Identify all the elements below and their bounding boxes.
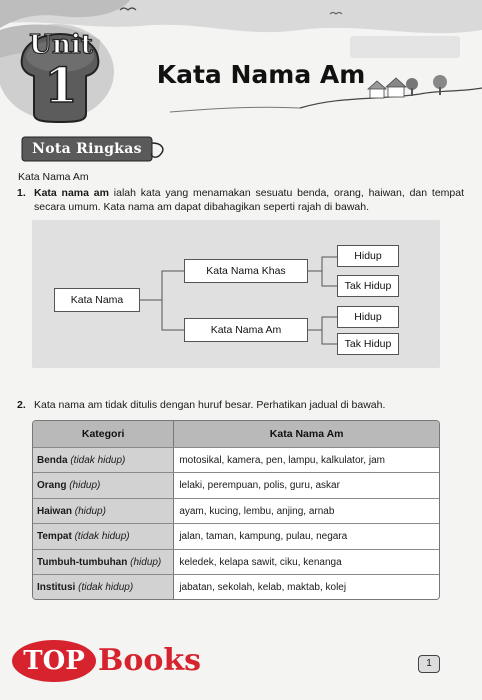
node-am-hidup: Hidup bbox=[337, 306, 399, 328]
noun-table bbox=[32, 420, 440, 600]
paragraph-number: 2. bbox=[17, 399, 26, 411]
category-cell bbox=[33, 499, 174, 523]
classification-diagram bbox=[32, 220, 440, 368]
category-cell bbox=[33, 448, 174, 472]
category-name: Tumbuh-tumbuhan bbox=[37, 556, 128, 568]
category-name: Institusi bbox=[37, 581, 76, 593]
header-kata-nama-am: Kata Nama Am bbox=[269, 428, 344, 440]
table-row bbox=[33, 523, 439, 548]
category-name: Benda bbox=[37, 455, 68, 466]
paragraph-2: Kata nama am tidak ditulis dengan huruf besar. Perhatikan jadual di bawah. bbox=[34, 399, 386, 411]
examples-cell: jalan, taman, kampung, pulau, negara bbox=[174, 524, 439, 548]
category-cell bbox=[33, 473, 174, 497]
table-row bbox=[33, 472, 439, 497]
section-heading: Kata Nama Am bbox=[18, 171, 89, 183]
node-khas-tak-hidup: Tak Hidup bbox=[337, 275, 399, 297]
chapter-header bbox=[0, 0, 482, 128]
table-row bbox=[33, 574, 439, 599]
category-note: (hidup) bbox=[127, 556, 162, 568]
paragraph-1 bbox=[34, 186, 464, 214]
category-note: (hidup) bbox=[66, 480, 101, 492]
unit-number: 1 bbox=[44, 58, 78, 114]
node-kata-nama: Kata Nama bbox=[54, 288, 140, 312]
table-header bbox=[33, 421, 439, 447]
table-row bbox=[33, 549, 439, 574]
category-cell bbox=[33, 550, 174, 574]
unit-label: Unit bbox=[29, 30, 93, 60]
note-banner-label: Nota Ringkas bbox=[32, 141, 142, 157]
category-note: (tidak hidup) bbox=[75, 581, 134, 593]
table-row bbox=[33, 447, 439, 472]
header-kategori: Kategori bbox=[33, 421, 174, 447]
examples-cell: lelaki, perempuan, polis, guru, askar bbox=[174, 473, 439, 497]
category-name: Orang bbox=[37, 480, 67, 492]
examples-cell: jabatan, sekolah, kelab, maktab, kolej bbox=[174, 575, 439, 599]
examples-cell: ayam, kucing, lembu, anjing, arnab bbox=[174, 499, 439, 523]
table-row bbox=[33, 498, 439, 523]
category-name: Haiwan bbox=[37, 505, 73, 517]
category-note: (hidup) bbox=[72, 505, 106, 517]
paragraph-number: 1. bbox=[17, 187, 26, 199]
paragraph-1-text: ialah kata yang menamakan sesuatu benda, orang, haiwan, dan tempat secara umum. Kata nama am dapat dibahagikan seperti rajah di bawah. bbox=[34, 187, 464, 213]
node-kata-nama-khas: Kata Nama Khas bbox=[184, 259, 308, 283]
node-am-tak-hidup: Tak Hidup bbox=[337, 333, 399, 355]
examples-cell: keledek, kelapa sawit, ciku, kenanga bbox=[174, 550, 439, 574]
key-term: Kata nama am bbox=[34, 187, 109, 199]
category-note: (tidak hidup) bbox=[71, 531, 130, 543]
category-note: (tidak hidup) bbox=[67, 455, 126, 466]
logo-books-text: Books bbox=[98, 643, 202, 678]
chapter-title: Kata Nama Am bbox=[156, 60, 366, 89]
category-cell bbox=[33, 524, 174, 548]
logo-top-text: TOP bbox=[23, 646, 85, 676]
category-name: Tempat bbox=[37, 531, 72, 543]
examples-cell: motosikal, kamera, pen, lampu, kalkulator, jam bbox=[174, 448, 439, 472]
category-cell bbox=[33, 575, 174, 599]
page-number: 1 bbox=[418, 655, 440, 673]
node-khas-hidup: Hidup bbox=[337, 245, 399, 267]
node-kata-nama-am: Kata Nama Am bbox=[184, 318, 308, 342]
